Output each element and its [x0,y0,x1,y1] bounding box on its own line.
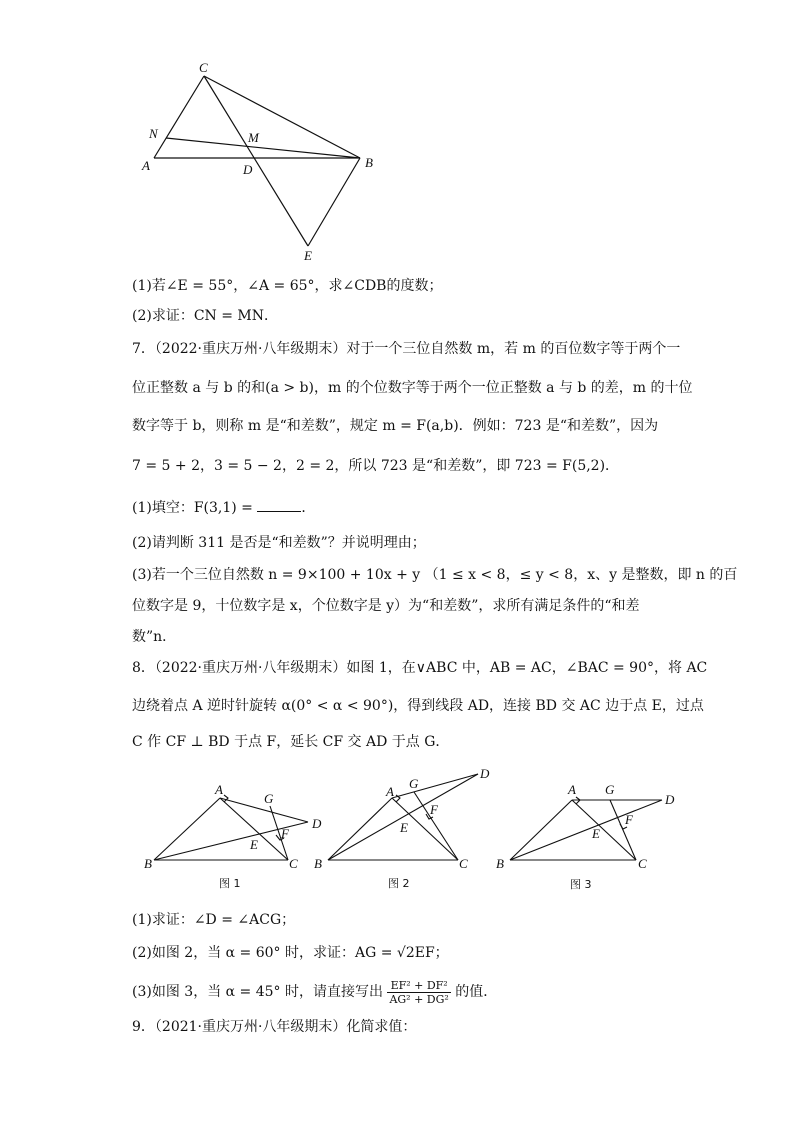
label-E: E [304,248,312,260]
fraction-numerator: EF² + DF² [387,979,450,993]
q7-part1 [132,497,672,518]
segment-CB [204,76,360,158]
fig2-label-C: C [459,856,468,871]
fig2-label-F: F [430,802,438,817]
fig2-label-A: A [386,784,394,799]
fig3-label-F: F [625,812,633,827]
fig3-label-A: A [568,782,576,797]
q8-part3 [132,975,672,1009]
q8-part2: (2)如图 2，当 α = 60° 时，求证：AG = √2EF； [132,945,449,961]
fig2-label-E: E [400,820,408,835]
fraction [387,979,450,1006]
q7-part3-line3: 数”n． [132,629,177,645]
caption-fig1: 图 1 [219,877,241,890]
caption-fig3: 图 3 [570,878,592,891]
figure-triangle-top [130,60,390,260]
q7-part1-prefix: (1)填空：F(3,1) = [132,500,258,516]
segment-CE [204,76,308,246]
q8-part3-suffix: 的值． [455,984,498,1000]
q8-part1: (1)求证：∠D = ∠ACG； [132,912,296,928]
fig2-label-B: B [314,856,322,871]
label-D: D [243,162,253,177]
q8-line3: C 作 CF ⊥ BD 于点 F，延长 CF 交 AD 于点 G． [132,734,450,750]
q6-part1: (1)若∠E = 55°，∠A = 65°，求∠CDB的度数； [132,278,443,294]
q7-part3-line1: (3)若一个三位自然数 n = 9×100 + 10x + y （1 ≤ x < 8，≤ y < 8，x、y 是整数，即 n 的百 [132,567,738,583]
fig1-label-A: A [215,782,223,797]
fig1-label-E: E [250,837,258,852]
fig1-label-G: G [264,791,274,806]
q6-part2: (2)求证：CN = MN． [132,308,279,324]
label-B: B [365,155,373,170]
fraction-denominator: AG² + DG² [389,992,449,1006]
fig3-label-E: E [592,826,600,841]
q8-line1: 8．（2022·重庆万州·八年级期末）如图 1，在∨ABC 中，AB = AC，∠BAC = 90°，将 AC [132,660,708,676]
figure-2 [308,764,508,894]
q7-part2: (2)请判断 311 是否是“和差数”？并说明理由； [132,535,426,551]
segment-CA [154,76,204,158]
q7-part1-suffix: ． [301,500,316,516]
figure-3 [490,776,690,894]
q7-line2: 位正整数 a 与 b 的和(a > b)，m 的个位数字等于两个一位正整数 a 与 b 的差，m 的十位 [132,380,693,396]
fig1-label-D: D [312,816,322,831]
q7-line3: 数字等于 b，则称 m 是“和差数”，规定 m = F(a,b)．例如：723 是“和差数”，因为 [132,418,659,434]
q7-part3-line2: 位数字是 9，十位数字是 x，个位数字是 y）为“和差数”，求所有满足条件的“和差 [132,598,640,614]
fig3-label-B: B [496,856,504,871]
label-A: A [142,158,150,173]
fig1-label-F: F [281,826,289,841]
q8-line2: 边绕着点 A 逆时针旋转 α(0° < α < 90°)，得到线段 AD，连接 BD 交 AC 边于点 E，过点 [132,698,704,714]
caption-fig2: 图 2 [388,877,410,890]
fig2-label-D: D [480,766,490,781]
fig2-label-G: G [409,776,419,791]
label-M: M [248,130,259,145]
q9-line1: 9．（2021·重庆万州·八年级期末）化简求值： [132,1019,417,1035]
q7-line4: 7 = 5 + 2，3 = 5 − 2，2 = 2，所以 723 是“和差数”，即 723 = F(5,2)． [132,458,620,474]
fig3-label-D: D [665,792,675,807]
label-C: C [199,60,208,75]
fig3-label-G: G [605,782,615,797]
label-N: N [149,126,158,141]
fig1-label-C: C [289,856,298,871]
fig1-label-B: B [144,856,152,871]
q7-line1: 7．（2022·重庆万州·八年级期末）对于一个三位自然数 m，若 m 的百位数字等于两个一 [132,341,681,357]
answer-blank [257,497,301,512]
q8-part3-prefix: (3)如图 3，当 α = 45° 时，请直接写出 [132,984,383,1000]
segment-EB [308,158,360,246]
fig3-label-C: C [638,856,647,871]
segment-NB [166,138,360,158]
